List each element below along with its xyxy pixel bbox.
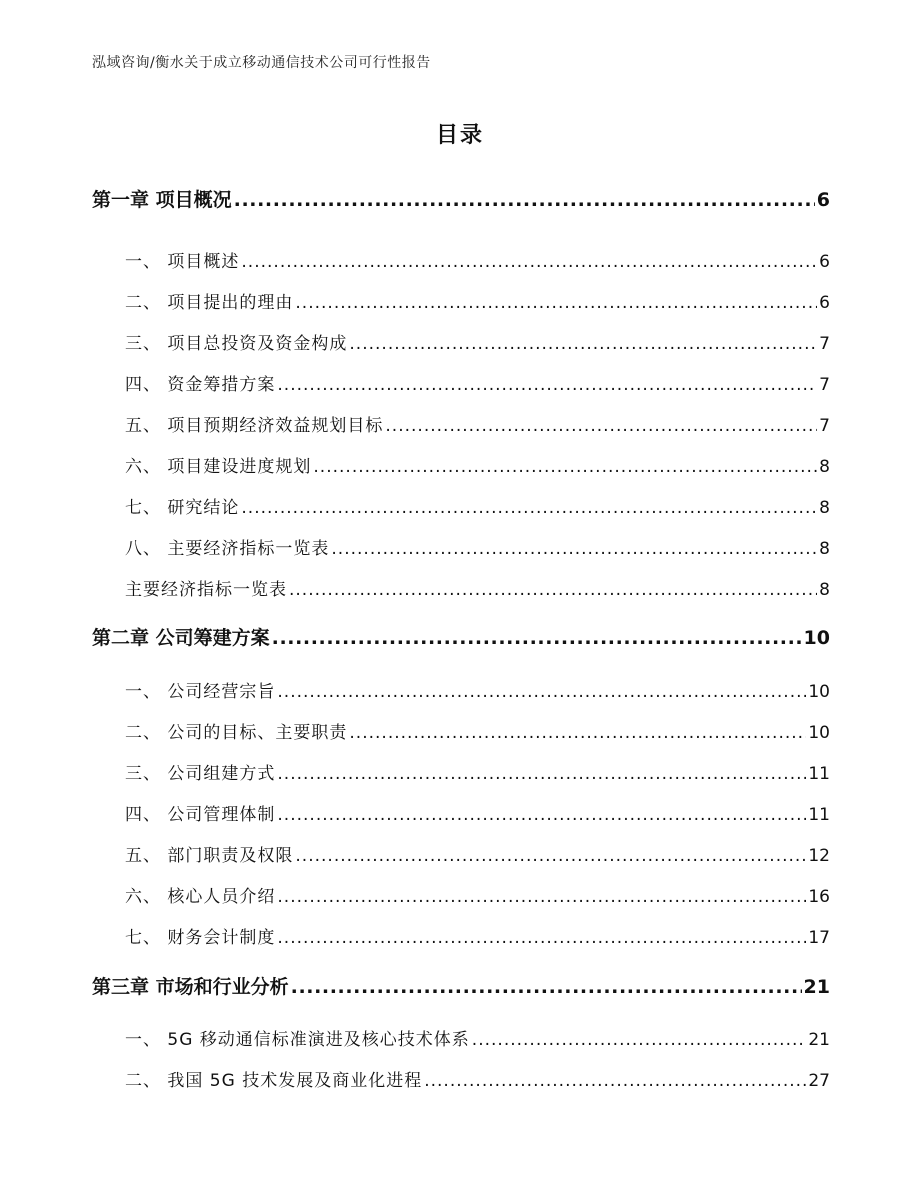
dot-leader [385, 416, 817, 436]
dot-leader [277, 375, 817, 395]
toc-entry-label: 六、 项目建设进度规划 [125, 457, 312, 477]
toc-chapter-1[interactable] [92, 185, 830, 212]
toc-entry-label: 一、 5G 移动通信标准演进及核心技术体系 [125, 1030, 470, 1050]
dot-leader [295, 846, 806, 866]
toc-page-number: 11 [808, 764, 830, 784]
toc-entry-label: 二、 公司的目标、主要职责 [125, 723, 348, 743]
toc-section[interactable] [125, 575, 830, 600]
toc-page-number: 11 [808, 805, 830, 825]
dot-leader [277, 887, 806, 907]
toc-entry-label: 七、 研究结论 [125, 498, 240, 518]
toc-section[interactable] [125, 677, 830, 702]
toc-section[interactable] [125, 1066, 830, 1091]
toc-page-number: 10 [803, 627, 830, 649]
toc-entry-label: 第一章 项目概况 [92, 189, 232, 211]
toc-entry-label: 二、 我国 5G 技术发展及商业化进程 [125, 1071, 423, 1091]
toc-page-number: 16 [808, 887, 830, 907]
toc-section[interactable] [125, 759, 830, 784]
toc-page-number: 8 [819, 580, 830, 600]
toc-page-number: 17 [808, 928, 830, 948]
toc-section[interactable] [125, 370, 830, 395]
toc-section[interactable] [125, 923, 830, 948]
dot-leader [289, 580, 817, 600]
toc-section[interactable] [125, 411, 830, 436]
dot-leader [291, 976, 802, 998]
toc-page-number: 6 [816, 189, 830, 211]
toc-entry-label: 八、 主要经济指标一览表 [125, 539, 330, 559]
toc-entry-label: 四、 公司管理体制 [125, 805, 276, 825]
dot-leader [277, 682, 806, 702]
toc-section[interactable] [125, 882, 830, 907]
toc-entry-label: 三、 公司组建方式 [125, 764, 276, 784]
toc-entry-label: 六、 核心人员介绍 [125, 887, 276, 907]
toc-section[interactable] [125, 718, 830, 743]
toc-section[interactable] [125, 329, 830, 354]
toc-page-number: 6 [819, 252, 830, 272]
toc-section[interactable] [125, 247, 830, 272]
toc-entry-label: 一、 项目概述 [125, 252, 240, 272]
toc-page-number: 7 [819, 416, 830, 436]
toc-page-number: 10 [808, 682, 830, 702]
dot-leader [277, 764, 806, 784]
toc-entry-label: 五、 部门职责及权限 [125, 846, 294, 866]
dot-leader [349, 334, 817, 354]
toc-section[interactable] [125, 800, 830, 825]
toc-entry-label: 三、 项目总投资及资金构成 [125, 334, 348, 354]
toc-entry-label: 第二章 公司筹建方案 [92, 627, 270, 649]
toc-page-number: 8 [819, 457, 830, 477]
toc-entry-label: 七、 财务会计制度 [125, 928, 276, 948]
toc-page-number: 12 [808, 846, 830, 866]
toc-page-number: 7 [819, 375, 830, 395]
toc-entry-label: 四、 资金筹措方案 [125, 375, 276, 395]
toc-page-number: 27 [808, 1071, 830, 1091]
toc-entry-label: 一、 公司经营宗旨 [125, 682, 276, 702]
toc-page-number: 21 [808, 1030, 830, 1050]
toc-section[interactable] [125, 841, 830, 866]
dot-leader [424, 1071, 806, 1091]
toc-section[interactable] [125, 534, 830, 559]
toc-title: 目录 [435, 123, 484, 148]
dot-leader [331, 539, 817, 559]
dot-leader [295, 293, 817, 313]
toc-entry-label: 五、 项目预期经济效益规划目标 [125, 416, 384, 436]
toc-section[interactable] [125, 452, 830, 477]
dot-leader [277, 928, 806, 948]
dot-leader [472, 1030, 807, 1050]
toc-page-number: 8 [819, 498, 830, 518]
dot-leader [241, 498, 817, 518]
dot-leader [241, 252, 817, 272]
toc-page-number: 10 [808, 723, 830, 743]
toc-section[interactable] [125, 493, 830, 518]
toc-page-number: 6 [819, 293, 830, 313]
dot-leader [349, 723, 806, 743]
dot-leader [272, 627, 802, 649]
dot-leader [234, 189, 815, 211]
toc-page-number: 21 [803, 976, 830, 998]
toc-entry-label: 第三章 市场和行业分析 [92, 976, 289, 998]
dot-leader [277, 805, 806, 825]
dot-leader [313, 457, 817, 477]
running-header: 泓域咨询/衡水关于成立移动通信技术公司可行性报告 [92, 55, 431, 71]
toc-chapter-3[interactable] [92, 972, 830, 999]
toc-page-number: 7 [819, 334, 830, 354]
toc-page-number: 8 [819, 539, 830, 559]
toc-entry-label: 主要经济指标一览表 [125, 580, 287, 600]
toc-chapter-2[interactable] [92, 623, 830, 650]
toc-entry-label: 二、 项目提出的理由 [125, 293, 294, 313]
toc-section[interactable] [125, 288, 830, 313]
toc-section[interactable] [125, 1025, 830, 1050]
